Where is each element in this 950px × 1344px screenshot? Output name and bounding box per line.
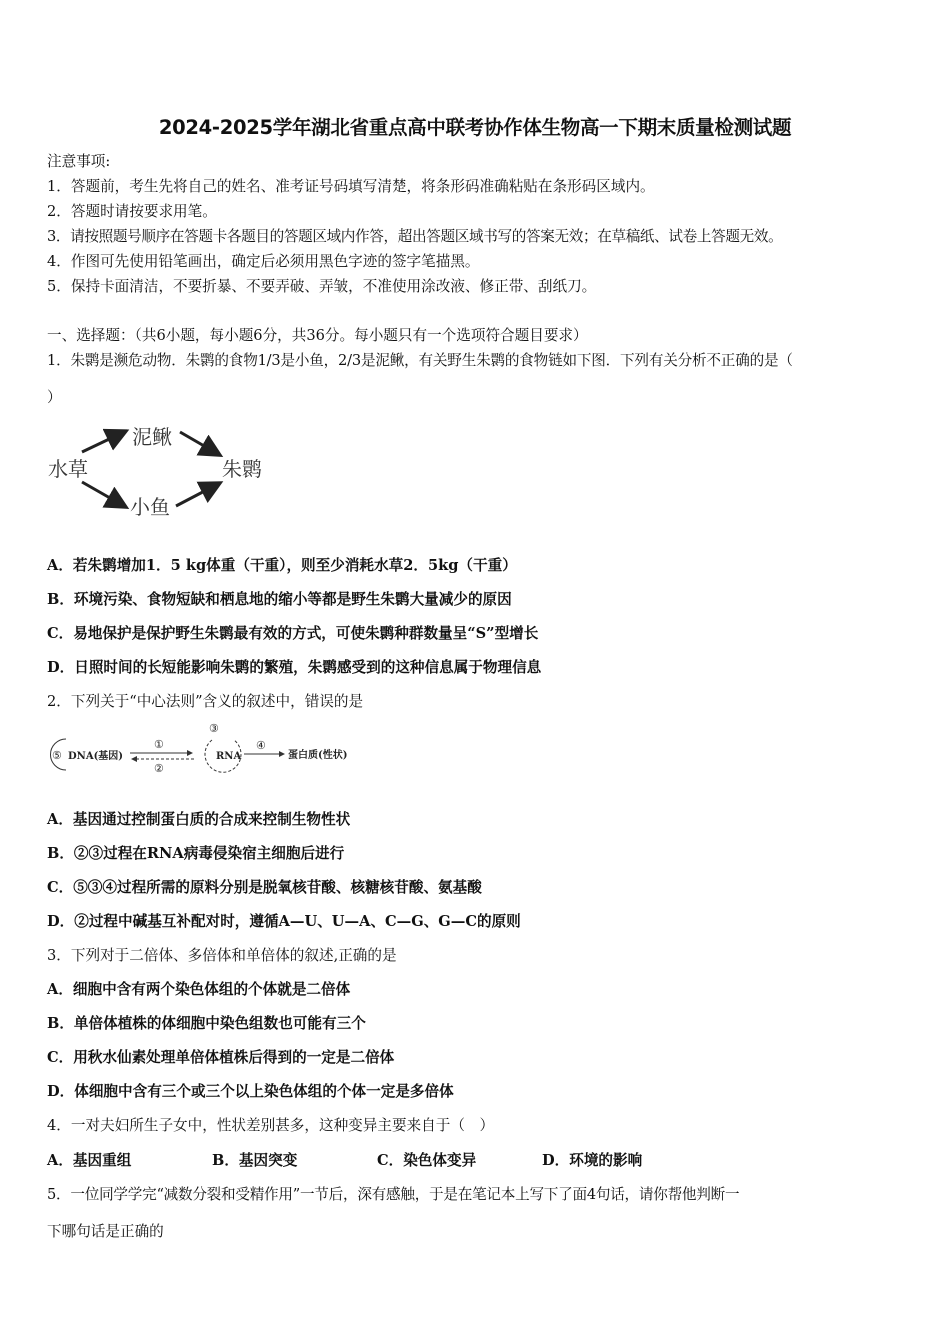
notice-heading: 注意事项: [47, 153, 111, 170]
q2-option-c: C．⑤③④过程所需的原料分别是脱氧核苷酸、核糖核苷酸、氨基酸 [47, 879, 482, 896]
label-4: ④ [256, 739, 266, 752]
label-2: ② [154, 762, 164, 775]
arrow-loach-to-ibis [180, 432, 218, 454]
label-3: ③ [209, 722, 219, 735]
notice-item: 4．作图可先使用铅笔画出，确定后必须用黑色字迹的签字笔描黑。 [47, 253, 480, 270]
food-chain-node-loach: 泥鳅 [132, 425, 172, 449]
food-chain-node-crested-ibis: 朱鹮 [222, 457, 262, 481]
q4-option-d: D．环境的影响 [542, 1152, 643, 1169]
q3-option-d: D．体细胞中含有三个或三个以上染色体组的个体一定是多倍体 [47, 1083, 454, 1100]
question-5-stem-continued: 下哪句话是正确的 [47, 1223, 164, 1240]
question-1-stem: 1．朱鹮是濒危动物．朱鹮的食物1/3是小鱼，2/3是泥鳅，有关野生朱鹮的食物链如下图．下列有关分析不正确的是（ [47, 352, 793, 369]
label-1: ① [154, 738, 164, 751]
q4-option-c: C．染色体变异 [377, 1152, 477, 1169]
central-dogma-diagram [44, 720, 374, 780]
q2-option-d: D．②过程中碱基互补配对时，遵循A—U、U—A、C—G、G—C的原则 [47, 913, 521, 930]
arrow-fish-to-ibis [176, 484, 218, 506]
q4-option-b: B．基因突变 [212, 1152, 298, 1169]
q2-option-b: B．②③过程在RNA病毒侵染宿主细胞后进行 [47, 845, 345, 862]
q3-option-b: B．单倍体植株的体细胞中染色组数也可能有三个 [47, 1015, 366, 1032]
question-1-stem-end: ） [47, 389, 62, 406]
q2-option-a: A．基因通过控制蛋白质的合成来控制生物性状 [47, 811, 351, 828]
arrow-plant-to-loach [82, 432, 124, 452]
question-3-stem: 3．下列对于二倍体、多倍体和单倍体的叙述,正确的是 [47, 947, 397, 964]
rna-label: RNA [216, 751, 242, 762]
q1-option-d: D．日照时间的长短能影响朱鹮的繁殖，朱鹮感受到的这种信息属于物理信息 [47, 659, 542, 676]
label-5: ⑤ [52, 749, 62, 762]
question-5-stem: 5．一位同学学完“减数分裂和受精作用”一节后，深有感触，于是在笔记本上写下了面4句话，请你帮他判断一 [47, 1186, 740, 1203]
food-chain-diagram [44, 418, 284, 522]
page-title: 2024-2025学年湖北省重点高中联考协作体生物高一下期末质量检测试题 [158, 116, 792, 139]
arrow-plant-to-fish [82, 482, 124, 506]
notice-item: 5．保持卡面清洁，不要折暴、不要弄破、弄皱，不准使用涂改液、修正带、刮纸刀。 [47, 278, 597, 295]
question-4-stem: 4．一对夫妇所生子女中，性状差别甚多，这种变异主要来自于（ ） [47, 1117, 495, 1134]
dna-label: DNA(基因) [68, 751, 124, 762]
q3-option-a: A．细胞中含有两个染色体组的个体就是二倍体 [47, 981, 351, 998]
food-chain-node-small-fish: 小鱼 [130, 495, 170, 519]
section-heading: 一、选择题：（共6小题，每小题6分，共36分。每小题只有一个选项符合题目要求） [47, 327, 588, 344]
notice-item: 2．答题时请按要求用笔。 [47, 203, 217, 220]
q4-option-a: A．基因重组 [47, 1152, 132, 1169]
q1-option-c: C．易地保护是保护野生朱鹮最有效的方式，可使朱鹮种群数量呈“S”型增长 [47, 625, 539, 642]
food-chain-node-aquatic-plant: 水草 [48, 457, 88, 481]
question-2-stem: 2．下列关于“中心法则”含义的叙述中，错误的是 [47, 693, 364, 710]
notice-item: 1．答题前，考生先将自己的姓名、准考证号码填写清楚，将条形码准确粘贴在条形码区域内。 [47, 178, 655, 195]
notice-item: 3．请按照题号顺序在答题卡各题目的答题区域内作答，超出答题区域书写的答案无效；在草稿纸、试卷上答题无效。 [47, 228, 783, 245]
protein-label: 蛋白质(性状) [288, 750, 348, 761]
q1-option-a: A．若朱鹮增加1．5 kg体重（干重），则至少消耗水草2．5kg（干重） [47, 557, 517, 574]
q1-option-b: B．环境污染、食物短缺和栖息地的缩小等都是野生朱鹮大量减少的原因 [47, 591, 512, 608]
q3-option-c: C．用秋水仙素处理单倍体植株后得到的一定是二倍体 [47, 1049, 395, 1066]
